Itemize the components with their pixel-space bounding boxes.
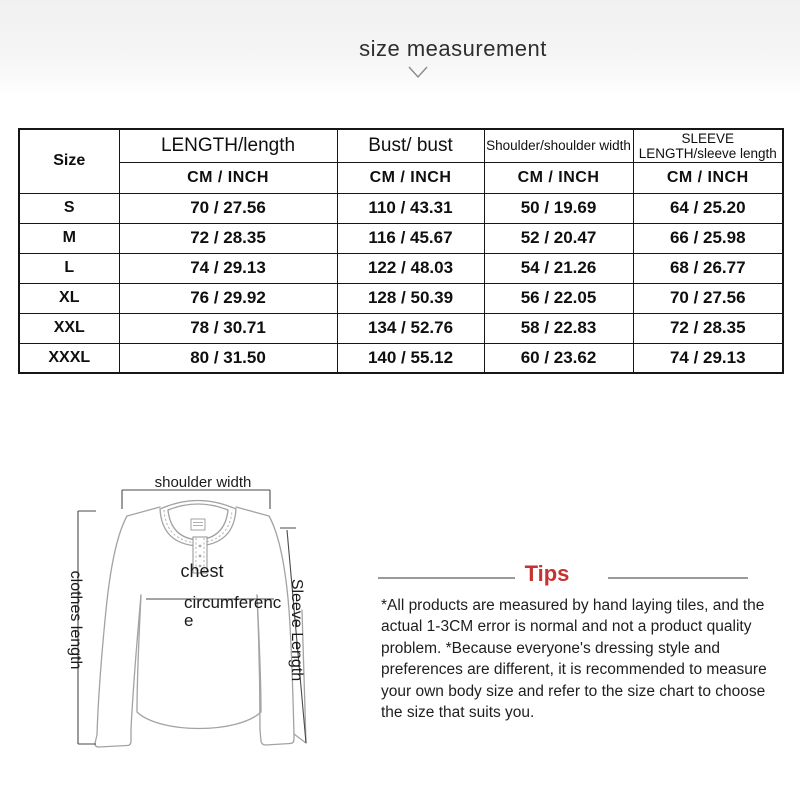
tips-heading: Tips [524,561,570,586]
size-label: S [19,193,119,223]
col-header-length: LENGTH/length [119,129,337,162]
table-row [19,193,783,223]
chevron-down-icon [402,64,434,82]
size-label: XL [19,283,119,313]
size-label: L [19,253,119,283]
shoulder-value: 50 / 19.69 [484,193,633,223]
bust-value: 122 / 48.03 [337,253,484,283]
clothes-length-label: clothes length [67,570,84,670]
tips-text-line: preferences are different, it is recommended to measure [381,661,767,679]
shirt-outline [95,501,306,748]
table-row [19,313,783,343]
tips-text-line: problem. *Because everyone's dressing style and [381,639,720,657]
size-label: M [19,223,119,253]
length-value: 78 / 30.71 [119,313,337,343]
circumference-overflow-label: e [184,611,194,630]
sleeve-value: 74 / 29.13 [633,343,783,373]
sleeve-length-label: Sleeve Length [288,578,305,682]
shoulder-value: 58 / 22.83 [484,313,633,343]
tips-rule-right [608,577,748,579]
size-label: XXL [19,313,119,343]
table-row [19,253,783,283]
size-label: XXXL [19,343,119,373]
tips-text-line: the size that suits you. [381,704,535,722]
circumference-label: circumferenc [184,593,282,612]
table-row [19,343,783,373]
shoulder-value: 60 / 23.62 [484,343,633,373]
bust-value: 134 / 52.76 [337,313,484,343]
bust-value: 128 / 50.39 [337,283,484,313]
size-table [18,128,784,374]
tips-text-line: *All products are measured by hand laying tiles, and the [381,597,765,614]
shoulder-width-label: shoulder width [154,474,252,491]
bust-value: 140 / 55.12 [337,343,484,373]
shirt-measurement-diagram [40,440,330,760]
tips-text [381,595,795,723]
chest-label: chest [180,561,224,581]
unit-header: CM / INCH [119,162,337,193]
tips-text-line: actual 1-3CM error is normal and not a product quality [381,618,752,636]
length-value: 72 / 28.35 [119,223,337,253]
length-value: 70 / 27.56 [119,193,337,223]
sleeve-value: 66 / 25.98 [633,223,783,253]
tips-text-line: your own body size and refer to the size chart to choose [381,682,766,700]
unit-header: CM / INCH [484,162,633,193]
table-row [19,283,783,313]
shoulder-value: 52 / 20.47 [484,223,633,253]
sleeve-value: 70 / 27.56 [633,283,783,313]
sleeve-value: 68 / 26.77 [633,253,783,283]
col-header-shoulder: Shoulder/shoulder width [484,129,633,162]
col-header-bust: Bust/ bust [337,129,484,162]
length-value: 76 / 29.92 [119,283,337,313]
shoulder-width-bracket [122,490,270,509]
shoulder-value: 54 / 21.26 [484,253,633,283]
size-table-corner: Size [19,129,119,193]
tips-rule-left [378,577,515,579]
table-row [19,223,783,253]
collar-brand-label [191,519,205,530]
col-header-sleeve: SLEEVE LENGTH/sleeve length [633,129,783,162]
bust-value: 110 / 43.31 [337,193,484,223]
length-value: 74 / 29.13 [119,253,337,283]
page-title: size measurement [359,36,547,61]
unit-header: CM / INCH [337,162,484,193]
sleeve-value: 72 / 28.35 [633,313,783,343]
shoulder-value: 56 / 22.05 [484,283,633,313]
length-value: 80 / 31.50 [119,343,337,373]
sleeve-value: 64 / 25.20 [633,193,783,223]
bust-value: 116 / 45.67 [337,223,484,253]
unit-header: CM / INCH [633,162,783,193]
